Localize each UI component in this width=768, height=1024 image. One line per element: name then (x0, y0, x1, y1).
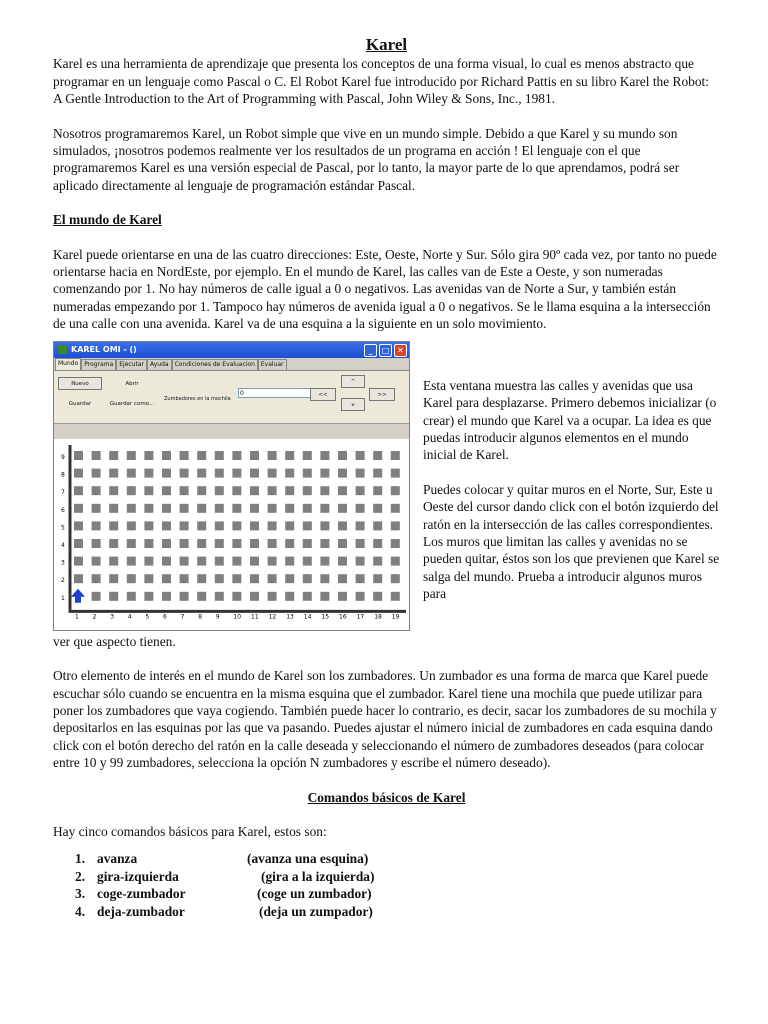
avenue-label: 5 (145, 613, 150, 621)
corner-block[interactable] (109, 539, 118, 548)
close-icon[interactable]: ✕ (394, 344, 407, 357)
corner-block[interactable] (92, 521, 101, 530)
street-label: 6 (61, 506, 65, 514)
corner-block[interactable] (162, 486, 171, 495)
command-name: coge-zumbador (97, 886, 186, 902)
world-svg[interactable] (54, 439, 410, 631)
corner-block[interactable] (127, 468, 136, 477)
street-label: 5 (61, 524, 65, 532)
corner-block[interactable] (320, 539, 329, 548)
corner-block[interactable] (285, 451, 294, 460)
corner-block[interactable] (232, 556, 241, 565)
avenue-label: 19 (391, 613, 400, 621)
corner-block[interactable] (320, 521, 329, 530)
mochila-input[interactable]: 0 (238, 388, 318, 398)
corner-block[interactable] (373, 539, 382, 548)
corner-block[interactable] (356, 591, 365, 600)
corner-block[interactable] (250, 468, 259, 477)
corner-block[interactable] (338, 556, 347, 565)
corner-block[interactable] (338, 574, 347, 583)
command-description: (avanza una esquina) (247, 851, 369, 867)
command-name: deja-zumbador (97, 903, 185, 919)
corner-block[interactable] (373, 486, 382, 495)
corner-block[interactable] (92, 539, 101, 548)
corner-block[interactable] (338, 591, 347, 600)
scroll-right-button[interactable]: >> (369, 388, 395, 401)
corner-block[interactable] (215, 591, 224, 600)
guardar-como-button[interactable]: Guardar como... (109, 400, 155, 407)
corner-block[interactable] (144, 591, 153, 600)
tab-condiciones[interactable]: Condiciones de Evaluacion (172, 359, 258, 370)
corner-block[interactable] (338, 521, 347, 530)
corner-block[interactable] (197, 556, 206, 565)
corner-block[interactable] (162, 556, 171, 565)
corner-block[interactable] (320, 556, 329, 565)
corner-block[interactable] (373, 591, 382, 600)
corner-block[interactable] (92, 574, 101, 583)
list-item (75, 850, 720, 868)
corner-block[interactable] (232, 574, 241, 583)
corner-block[interactable] (180, 468, 189, 477)
minimize-icon[interactable]: _ (364, 344, 377, 357)
corner-block[interactable] (338, 486, 347, 495)
scroll-down-button[interactable]: v (341, 398, 365, 411)
corner-block[interactable] (215, 574, 224, 583)
corner-block[interactable] (320, 468, 329, 477)
avenue-label: 18 (374, 613, 382, 621)
command-name: gira-izquierda (97, 868, 179, 884)
avenue-label: 2 (92, 613, 97, 621)
corner-block[interactable] (338, 468, 347, 477)
corner-block[interactable] (144, 468, 153, 477)
corner-block[interactable] (127, 486, 136, 495)
corner-block[interactable] (215, 486, 224, 495)
document-page (53, 36, 720, 920)
window-titlebar (54, 342, 409, 358)
karel-robot-icon (71, 588, 85, 602)
corner-block[interactable] (268, 521, 277, 530)
tab-ayuda[interactable]: Ayuda (147, 359, 172, 370)
avenue-label: 16 (339, 613, 347, 621)
corner-block[interactable] (391, 468, 400, 477)
corner-block[interactable] (356, 486, 365, 495)
corner-block[interactable] (268, 556, 277, 565)
guardar-button[interactable]: Guardar (68, 400, 92, 407)
corner-block[interactable] (356, 556, 365, 565)
corner-block[interactable] (338, 539, 347, 548)
beepers-paragraph: Otro elemento de interés en el mundo de Karel son los zumbadores. Un zumbador es una forma de marca que Karel puede escuchar sólo cuando se encuentra en la misma esquina que el zumbador. Karel tiene una mochila que puede utilizar para poner los zumbadores que vaya cogiendo. También puede hacer lo contrario, es decir, sacar los zumbadores de su mochila y depositarlos en las esquinas por las que va pasando. Puedes ajustar el número inicial de zumbadores en cada esquina dando click con el botón derecho del ratón en la calle deseada y seleccionando el número de zumbadores deseados (para colocar entre 10 y 99 zumbadores, selecciona la opción N zumbadores y escribe el número deseado). (53, 668, 717, 771)
corner-block[interactable] (197, 539, 206, 548)
corner-block[interactable] (92, 556, 101, 565)
avenue-label: 10 (233, 613, 242, 621)
figure-section (53, 341, 720, 631)
corner-block[interactable] (285, 486, 294, 495)
corner-block[interactable] (197, 503, 206, 512)
corner-block[interactable] (320, 503, 329, 512)
list-number: 4. (75, 903, 86, 919)
corner-block[interactable] (180, 574, 189, 583)
app-logo-icon (58, 345, 67, 354)
corner-block[interactable] (197, 591, 206, 600)
corner-block[interactable] (356, 539, 365, 548)
corner-block[interactable] (232, 591, 241, 600)
command-name: avanza (97, 851, 138, 867)
street-label: 9 (61, 453, 65, 461)
corner-block[interactable] (373, 468, 382, 477)
list-number: 3. (75, 886, 86, 902)
window-title: KAREL OMI - () (71, 344, 137, 354)
corner-block[interactable] (180, 451, 189, 460)
corner-block[interactable] (215, 451, 224, 460)
corner-block[interactable] (250, 486, 259, 495)
corner-block[interactable] (303, 539, 312, 548)
corner-block[interactable] (92, 451, 101, 460)
corner-block[interactable] (285, 539, 294, 548)
corner-block[interactable] (162, 521, 171, 530)
list-item (75, 903, 720, 921)
maximize-icon[interactable]: □ (379, 344, 392, 357)
tab-programa[interactable]: Programa (81, 359, 116, 370)
corner-block[interactable] (197, 521, 206, 530)
command-description: (coge un zumbador) (257, 886, 372, 902)
corner-block[interactable] (250, 539, 259, 548)
corner-block[interactable] (285, 574, 294, 583)
corner-block[interactable] (215, 468, 224, 477)
corner-block[interactable] (197, 574, 206, 583)
corner-block[interactable] (180, 521, 189, 530)
command-description: (gira a la izquierda) (261, 868, 375, 884)
corner-block[interactable] (391, 539, 400, 548)
corner-block[interactable] (127, 521, 136, 530)
street-label: 1 (61, 594, 65, 602)
corner-block[interactable] (162, 591, 171, 600)
corner-block[interactable] (285, 591, 294, 600)
corner-block[interactable] (268, 503, 277, 512)
corner-block[interactable] (268, 451, 277, 460)
corner-block[interactable] (74, 468, 83, 477)
avenue-label: 12 (268, 613, 277, 621)
commands-intro: Hay cinco comandos básicos para Karel, estos son: (53, 823, 327, 839)
corner-block[interactable] (127, 503, 136, 512)
corner-block[interactable] (391, 556, 400, 565)
avenue-label: 7 (180, 613, 185, 621)
command-description: (deja un zumpador) (259, 903, 373, 919)
corner-block[interactable] (197, 486, 206, 495)
list-number: 1. (75, 851, 86, 867)
corner-block[interactable] (303, 486, 312, 495)
walls-description-continued: ver que aspecto tienen. (53, 633, 176, 649)
corner-block[interactable] (285, 468, 294, 477)
corner-block[interactable] (391, 591, 400, 600)
corner-block[interactable] (144, 574, 153, 583)
commands-list (53, 850, 720, 920)
corner-block[interactable] (215, 521, 224, 530)
corner-block[interactable] (338, 451, 347, 460)
corner-block[interactable] (373, 556, 382, 565)
avenue-label: 15 (321, 613, 330, 621)
corner-block[interactable] (232, 503, 241, 512)
street-label: 8 (61, 471, 65, 479)
avenue-label: 17 (356, 613, 365, 621)
avenue-label: 11 (251, 613, 259, 621)
intro-paragraph: Karel es una herramienta de aprendizaje que presenta los conceptos de una forma visual, lo cual es menos abstracto que programar en un lenguaje como Pascal o C. El Robot Karel fue introducido por Richard Pattis en su libro Karel the Robot: A Gentle Introduction to the Art of Programming with Pascal, John Wiley & Sons, Inc., 1981. (53, 56, 709, 107)
corner-block[interactable] (92, 486, 101, 495)
corner-block[interactable] (162, 574, 171, 583)
corner-block[interactable] (232, 521, 241, 530)
corner-block[interactable] (356, 468, 365, 477)
corner-block[interactable] (232, 539, 241, 548)
corner-block[interactable] (180, 539, 189, 548)
corner-block[interactable] (391, 486, 400, 495)
corner-block[interactable] (144, 556, 153, 565)
corner-block[interactable] (232, 468, 241, 477)
nuevo-button[interactable]: Nuevo (58, 377, 102, 390)
corner-block[interactable] (197, 451, 206, 460)
corner-block[interactable] (215, 503, 224, 512)
corner-block[interactable] (320, 451, 329, 460)
corner-block[interactable] (373, 574, 382, 583)
corner-block[interactable] (303, 503, 312, 512)
corner-block[interactable] (215, 556, 224, 565)
corner-block[interactable] (268, 574, 277, 583)
corner-block[interactable] (109, 521, 118, 530)
street-label: 3 (61, 559, 65, 567)
corner-block[interactable] (268, 468, 277, 477)
corner-block[interactable] (180, 486, 189, 495)
corner-block[interactable] (373, 521, 382, 530)
corner-block[interactable] (144, 486, 153, 495)
corner-block[interactable] (373, 451, 382, 460)
list-item (75, 885, 720, 903)
simulation-paragraph: Nosotros programaremos Karel, un Robot simple que vive en un mundo simple. Debido a que Karel y su mundo son simulados, ¡nosotros podemos realmente ver los resultados de un programa en acción ! El lenguaje con el que programaremos Karel es una versión especial de Pascal, por lo tanto, la mayor parte de lo que aprendamos, podrá ser aplicado directamente al lenguaje de programación estándar Pascal. (53, 125, 680, 193)
avenue-label: 8 (198, 613, 203, 621)
corner-block[interactable] (285, 556, 294, 565)
avenue-label: 3 (110, 613, 115, 621)
scroll-up-button[interactable]: ^ (341, 375, 365, 388)
corner-block[interactable] (250, 591, 259, 600)
corner-block[interactable] (303, 451, 312, 460)
corner-block[interactable] (320, 574, 329, 583)
corner-block[interactable] (127, 451, 136, 460)
corner-block[interactable] (144, 451, 153, 460)
corner-block[interactable] (109, 451, 118, 460)
corner-block[interactable] (356, 503, 365, 512)
corner-block[interactable] (391, 574, 400, 583)
corner-block[interactable] (74, 539, 83, 548)
corner-block[interactable] (162, 451, 171, 460)
corner-block[interactable] (268, 591, 277, 600)
corner-block[interactable] (338, 503, 347, 512)
corner-block[interactable] (250, 574, 259, 583)
corner-block[interactable] (215, 539, 224, 548)
toolbar-area (54, 371, 409, 424)
corner-block[interactable] (268, 486, 277, 495)
corner-block[interactable] (197, 468, 206, 477)
corner-block[interactable] (250, 451, 259, 460)
corner-block[interactable] (127, 539, 136, 548)
corner-block[interactable] (391, 451, 400, 460)
avenue-label: 1 (75, 613, 79, 621)
corner-block[interactable] (109, 486, 118, 495)
list-number: 2. (75, 868, 86, 884)
section-heading-mundo: El mundo de Karel (53, 212, 162, 228)
corner-block[interactable] (144, 503, 153, 512)
corner-block[interactable] (180, 556, 189, 565)
corner-block[interactable] (268, 539, 277, 548)
corner-block[interactable] (127, 556, 136, 565)
corner-block[interactable] (373, 503, 382, 512)
corner-block[interactable] (180, 591, 189, 600)
corner-block[interactable] (162, 468, 171, 477)
avenue-label: 13 (286, 613, 294, 621)
walls-description: Puedes colocar y quitar muros en el Norte, Sur, Este u Oeste del cursor dando click con el botón izquierdo del ratón en la intersección de las calles correspondientes. Los muros que limitan las calles y avenidas no se pueden quitar, éstos son los que previenen que Karel se salga del mundo. Prueba a introducir algunos muros para (423, 481, 720, 602)
corner-block[interactable] (74, 451, 83, 460)
corner-block[interactable] (144, 539, 153, 548)
corner-block[interactable] (127, 591, 136, 600)
list-item (75, 868, 720, 886)
corner-block[interactable] (109, 556, 118, 565)
menu-tabs (54, 358, 409, 371)
karel-window-screenshot (53, 341, 410, 631)
corner-block[interactable] (303, 468, 312, 477)
street-label: 7 (61, 488, 65, 496)
corner-block[interactable] (109, 468, 118, 477)
corner-block[interactable] (127, 574, 136, 583)
orientation-paragraph: Karel puede orientarse en una de las cuatro direcciones: Este, Oeste, Norte y Sur. Sólo gira 90º cada vez, por tanto no puede orientarse hacia en NordEste, por ejemplo. En el mundo de Karel, las calles van de Este a Oeste, y son numeradas comenzando por 1. No hay números de calle igual a 0 o negativos. Las avenidas van de Norte a Sur, y también están numeradas empezando por 1. Tampoco hay números de avenida igual a 0 o negativos. Se le llama esquina a la intersección de una calle con una avenida. Karel va de una esquina a la siguiente en un solo movimiento. (53, 246, 717, 332)
corner-block[interactable] (109, 591, 118, 600)
tab-evaluar[interactable]: Evaluar (258, 359, 287, 370)
scroll-left-button[interactable]: << (310, 388, 336, 401)
corner-block[interactable] (74, 521, 83, 530)
corner-block[interactable] (180, 503, 189, 512)
abrir-button[interactable]: Abrir (125, 380, 139, 387)
corner-block[interactable] (250, 503, 259, 512)
corner-block[interactable] (303, 591, 312, 600)
mochila-label: Zumbadores en la mochila (164, 395, 231, 402)
avenue-label: 4 (127, 613, 132, 621)
window-description: Esta ventana muestra las calles y avenidas que usa Karel para desplazarse. Primero debemos inicializar (o crear) el mundo que Karel va a ocupar. La idea es que puedas introducir algunos elementos en el mundo inicial de Karel. (423, 377, 717, 463)
corner-block[interactable] (391, 521, 400, 530)
corner-block[interactable] (74, 503, 83, 512)
corner-block[interactable] (162, 503, 171, 512)
section-heading-comandos: Comandos básicos de Karel (307, 789, 466, 805)
corner-block[interactable] (303, 574, 312, 583)
corner-block[interactable] (74, 556, 83, 565)
tab-ejecutar[interactable]: Ejecutar (116, 359, 147, 370)
corner-block[interactable] (232, 486, 241, 495)
avenue-label: 14 (303, 613, 312, 621)
corner-block[interactable] (74, 486, 83, 495)
avenue-label: 9 (215, 613, 220, 621)
corner-block[interactable] (303, 556, 312, 565)
corner-block[interactable] (356, 521, 365, 530)
corner-block[interactable] (303, 521, 312, 530)
corner-block[interactable] (250, 521, 259, 530)
karel-world-grid[interactable] (54, 439, 410, 631)
corner-block[interactable] (250, 556, 259, 565)
corner-block[interactable] (92, 591, 101, 600)
corner-block[interactable] (144, 521, 153, 530)
tab-mundo[interactable]: Mundo (55, 358, 81, 370)
corner-block[interactable] (391, 503, 400, 512)
corner-block[interactable] (320, 591, 329, 600)
corner-block[interactable] (109, 574, 118, 583)
street-label: 4 (61, 541, 65, 549)
corner-block[interactable] (232, 451, 241, 460)
street-label: 2 (61, 576, 65, 584)
page-title: Karel (365, 35, 408, 54)
corner-block[interactable] (109, 503, 118, 512)
side-text (423, 377, 723, 603)
corner-block[interactable] (74, 574, 83, 583)
corner-block[interactable] (356, 574, 365, 583)
corner-block[interactable] (92, 503, 101, 512)
avenue-label: 6 (163, 613, 167, 621)
corner-block[interactable] (285, 503, 294, 512)
corner-block[interactable] (356, 451, 365, 460)
corner-block[interactable] (92, 468, 101, 477)
corner-block[interactable] (285, 521, 294, 530)
corner-block[interactable] (320, 486, 329, 495)
corner-block[interactable] (162, 539, 171, 548)
